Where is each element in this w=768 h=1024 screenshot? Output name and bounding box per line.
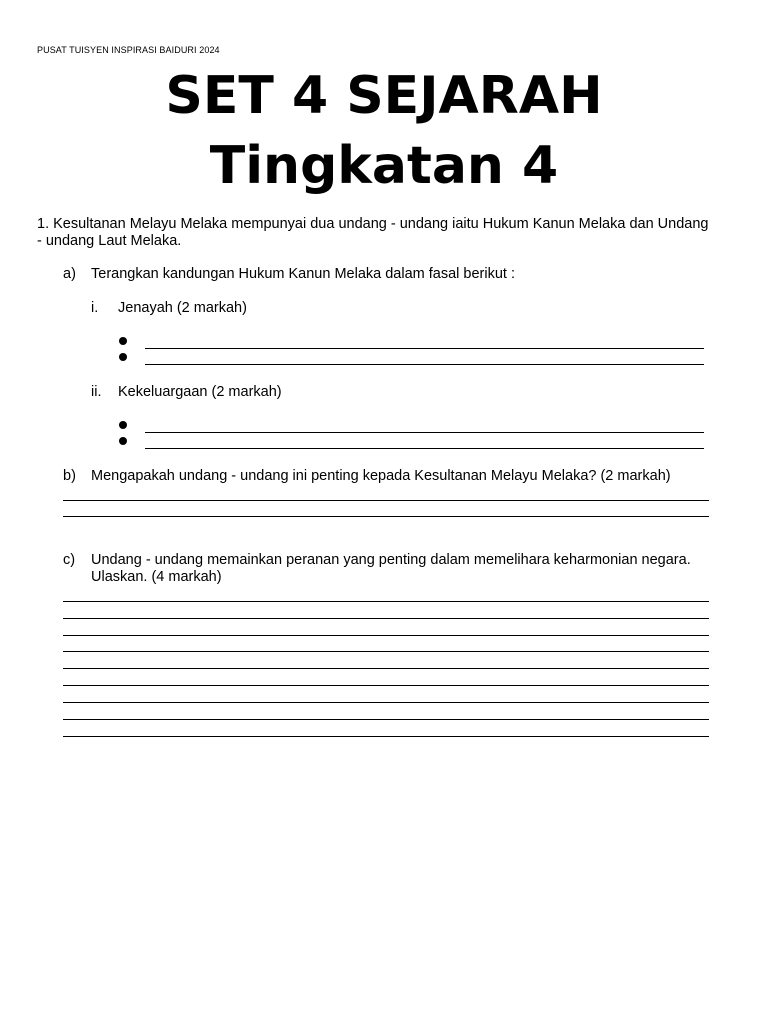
question-intro: 1. Kesultanan Melayu Melaka mempunyai dua undang - undang iaitu Hukum Kanun Melaka dan Undang - undang Laut Melaka.: [37, 216, 709, 249]
sub-i-marker: i.: [91, 300, 99, 316]
part-a-text: Terangkan kandungan Hukum Kanun Melaka dalam fasal berikut :: [91, 266, 515, 282]
part-c-marker: c): [63, 552, 76, 568]
answer-line[interactable]: [145, 432, 704, 433]
answer-line[interactable]: [63, 668, 709, 669]
bullet-icon: [119, 437, 127, 445]
answer-line[interactable]: [63, 635, 709, 636]
answer-line[interactable]: [63, 500, 709, 501]
answer-line[interactable]: [63, 651, 709, 652]
answer-line[interactable]: [145, 348, 704, 349]
page-subtitle: Tingkatan 4: [209, 136, 559, 196]
part-b-marker: b): [63, 468, 76, 484]
answer-line[interactable]: [63, 736, 709, 737]
answer-line[interactable]: [63, 702, 709, 703]
answer-line[interactable]: [63, 719, 709, 720]
answer-line[interactable]: [145, 448, 704, 449]
sub-ii-marker: ii.: [91, 384, 102, 400]
answer-line[interactable]: [63, 601, 709, 602]
part-b-text: Mengapakah undang - undang ini penting kepada Kesultanan Melayu Melaka? (2 markah): [91, 468, 671, 484]
sub-i-text: Jenayah (2 markah): [118, 300, 247, 316]
answer-line[interactable]: [63, 618, 709, 619]
bullet-icon: [119, 353, 127, 361]
sub-ii-text: Kekeluargaan (2 markah): [118, 384, 282, 400]
answer-line[interactable]: [145, 364, 704, 365]
bullet-icon: [119, 337, 127, 345]
header-org: PUSAT TUISYEN INSPIRASI BAIDURI 2024: [37, 45, 220, 55]
answer-line[interactable]: [63, 685, 709, 686]
page-title: SET 4 SEJARAH: [165, 66, 603, 126]
answer-line[interactable]: [63, 516, 709, 517]
bullet-icon: [119, 421, 127, 429]
part-c-text: Undang - undang memainkan peranan yang penting dalam memelihara keharmonian negara. Ulaskan. (4 markah): [91, 552, 691, 585]
part-a-marker: a): [63, 266, 76, 282]
